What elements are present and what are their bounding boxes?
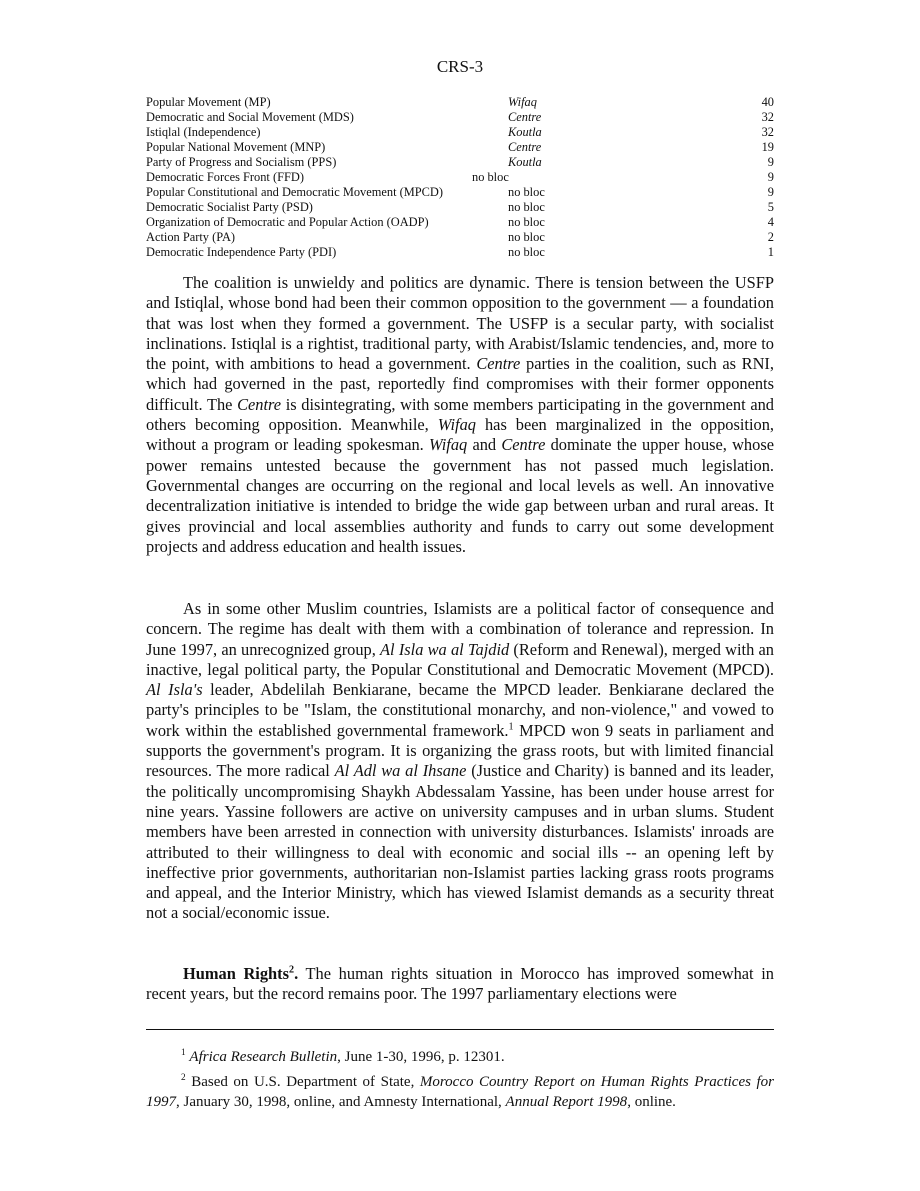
party-seats: 9 — [767, 185, 774, 199]
footnote-number: 2 — [181, 1073, 186, 1083]
party-seats: 1 — [767, 245, 774, 259]
table-row — [146, 170, 774, 185]
italic-term-al-isla: Al Isla's — [146, 680, 203, 700]
section-heading — [183, 964, 298, 983]
text-run: , January 30, 1998, online, and Amnesty International, — [176, 1094, 506, 1110]
party-name: Democratic Forces Front (FFD) — [146, 170, 304, 184]
party-bloc: no bloc — [508, 215, 545, 229]
citation-title: Annual Report 1998 — [505, 1094, 628, 1110]
party-bloc: Koutla — [508, 125, 542, 139]
table-row — [146, 125, 774, 140]
italic-term-wifaq: Wifaq — [429, 435, 468, 455]
italic-term-al-isla: Al Isla wa al Tajdid — [380, 639, 510, 659]
paragraph-islamists — [146, 599, 774, 924]
party-bloc: no bloc — [472, 170, 509, 184]
party-bloc: Centre — [508, 140, 542, 154]
party-name: Popular Constitutional and Democratic Movement (MPCD) — [146, 185, 443, 199]
party-name: Democratic and Social Movement (MDS) — [146, 110, 354, 124]
text-run: and — [467, 435, 502, 455]
italic-term-al-adl: Al Adl wa al Ihsane — [334, 761, 467, 781]
page-header: CRS-3 — [436, 57, 484, 76]
party-name: Popular Movement (MP) — [146, 95, 271, 109]
footnote-1 — [146, 1047, 774, 1067]
text-run: dominate the upper house, whose power remains untested because the government has not passed much legislation. Governmental changes are occurring on the regional and local levels as well. An innovative decentralization initiative is intended to bridge the wide gap between urban and rural areas. It gives provincial and local assemblies authority and funds to carry out some development projects and address education and health issues. — [146, 435, 774, 556]
table-row — [146, 110, 774, 125]
table-row — [146, 230, 774, 245]
section-heading-period: . — [294, 964, 299, 983]
italic-term-centre: Centre — [237, 394, 282, 414]
footnote-ref-2: 2 — [289, 964, 295, 976]
party-bloc: no bloc — [508, 185, 545, 199]
text-run: has been marginalized in the opposition, without a program or leading spokesman. — [146, 415, 774, 455]
party-seats: 9 — [767, 155, 774, 169]
text-run: As in some other Muslim countries, Islamists are a political factor of consequence and concern. The regime has dealt with them with a combination of tolerance and repression. In June 1997, an unrecognized group, — [146, 599, 774, 659]
party-seats: 40 — [761, 95, 774, 109]
party-bloc: no bloc — [508, 200, 545, 214]
party-name: Democratic Socialist Party (PSD) — [146, 200, 313, 214]
footnote-number: 1 — [181, 1048, 186, 1058]
party-bloc: no bloc — [508, 230, 545, 244]
party-seats: 19 — [761, 140, 774, 154]
text-run: MPCD won 9 seats in parliament and supports the government's program. It is organizing the grass roots, but with limited financial resources. The more radical — [146, 720, 774, 781]
italic-term-centre: Centre — [501, 435, 546, 455]
text-run: The coalition is unwieldy and politics are dynamic. There is tension between the USFP and Istiqlal, whose bond had been their common opposition to the government — a foundation that was lost when they formed a government. The USFP is a secular party, with socialist inclinations. Istiqlal is a rightist, traditional party, with Arabist/Islamic tendencies, and, more to the point, with ambitions to head a government. — [146, 273, 774, 374]
footnote-ref-1: 1 — [508, 721, 514, 733]
party-seats: 9 — [767, 170, 774, 184]
text-run: Based on U.S. Department of State, — [185, 1074, 420, 1090]
citation-title: Morocco Country Report on Human Rights Practices for 1997 — [146, 1074, 775, 1110]
footnotes — [146, 1047, 774, 1117]
text-run: , June 1-30, 1996, p. 12301. — [337, 1049, 505, 1065]
party-name: Democratic Independence Party (PDI) — [146, 245, 337, 259]
table-row — [146, 140, 774, 155]
paragraph-coalition — [146, 273, 774, 557]
table-row — [146, 200, 774, 215]
party-bloc: Wifaq — [508, 95, 537, 109]
party-name: Organization of Democratic and Popular Action (OADP) — [146, 215, 429, 229]
party-seats: 2 — [767, 230, 774, 244]
party-seats: 32 — [761, 125, 774, 139]
text-run: is disintegrating, with some members participating in the government and others becoming opposition. Meanwhile, — [146, 394, 774, 435]
footnote-divider — [146, 1029, 774, 1030]
italic-term-centre: Centre — [476, 354, 521, 374]
table-row — [146, 215, 774, 230]
party-name: Popular National Movement (MNP) — [146, 140, 326, 154]
table-row — [146, 155, 774, 170]
footnote-2 — [146, 1072, 774, 1112]
text-run: (Reform and Renewal), merged with an inactive, legal political party, the Popular Constitutional and Democratic Movement (MPCD). — [146, 639, 774, 679]
text-run: leader, Abdelilah Benkiarane, became the MPCD leader. Benkiarane declared the party's principles to be "Islam, the constitutional monarchy, and non-violence," and vowed to work within the established governmental framework. — [146, 680, 774, 740]
text-run: , online. — [627, 1094, 676, 1110]
citation-title: Africa Research Bulletin — [189, 1049, 338, 1065]
party-name: Action Party (PA) — [146, 230, 236, 244]
party-name: Party of Progress and Socialism (PPS) — [146, 155, 337, 169]
text-run: The human rights situation in Morocco has improved somewhat in recent years, but the record remains poor. The 1997 parliamentary elections were — [146, 964, 774, 1004]
italic-term-wifaq: Wifaq — [437, 415, 476, 435]
party-bloc: no bloc — [508, 245, 545, 259]
table-row — [146, 245, 774, 260]
text-run: parties in the coalition, such as RNI, which had governed in the past, reportedly find compromises with their former opponents difficult. The — [146, 354, 774, 414]
party-bloc: Koutla — [508, 155, 542, 169]
party-seat-table — [146, 95, 774, 260]
paragraph-human-rights — [146, 964, 774, 1005]
section-heading-text: Human Rights — [183, 964, 290, 983]
party-bloc: Centre — [508, 110, 542, 124]
party-name: Istiqlal (Independence) — [146, 125, 261, 139]
text-run: (Justice and Charity) is banned and its leader, the politically uncompromising Shaykh Abdessalam Yassine, has been under house arrest for nine years. Yassine followers are active on university campuses and in urban slums. Student members have been arrested in connection with university disturbances. Islamists' inroads are attributed to their willingness to deal with economic and social ills -- an opening left by ineffective prior governments, authoritarian non-Islamist parties lacking grass roots programs and appeal, and the Interior Ministry, which has viewed Islamist demands as a security threat not a social/economic issue. — [146, 761, 775, 923]
table-row — [146, 95, 774, 110]
party-seats: 32 — [761, 110, 774, 124]
party-seats: 4 — [767, 215, 774, 229]
table-row — [146, 185, 774, 200]
party-seats: 5 — [767, 200, 774, 214]
